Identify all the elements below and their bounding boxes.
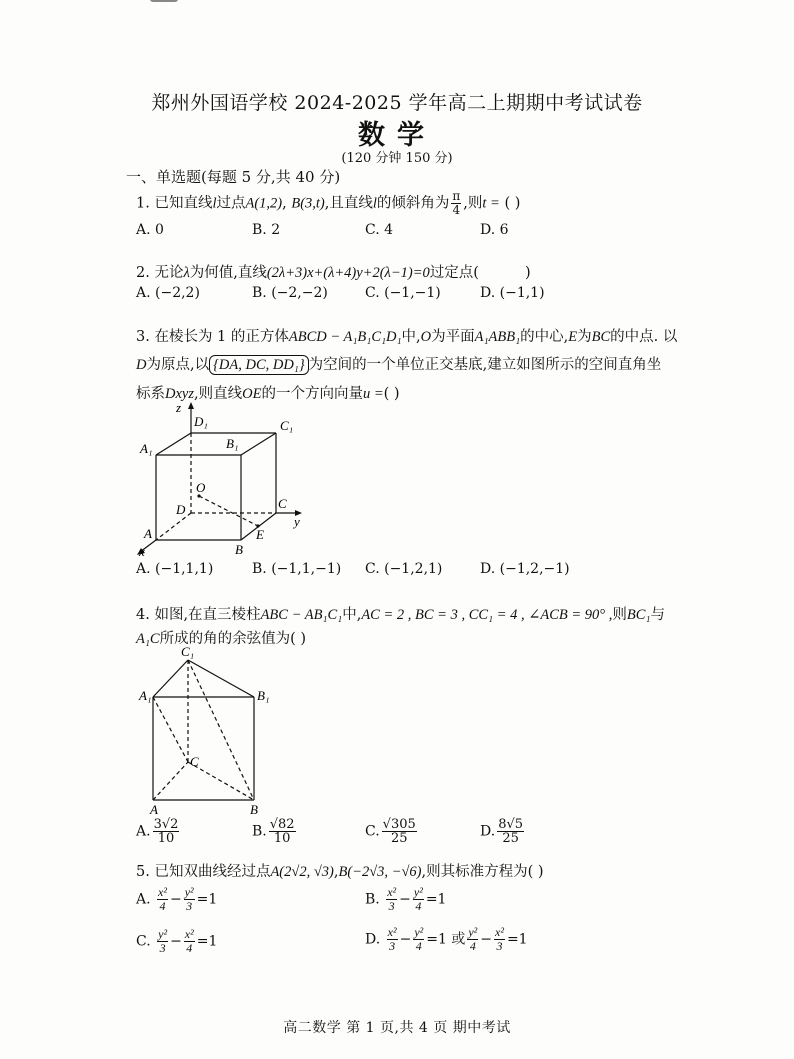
point-e: E bbox=[256, 527, 264, 542]
question-1: 1. 已知直线l过点A(1,2), B(3,t),且直线l的倾斜角为 $\frac{\pi}{4}$ ,则t = ( ) bbox=[136, 189, 521, 217]
vertex-b: B bbox=[250, 802, 258, 817]
axis-z-label: z bbox=[176, 400, 182, 415]
q1-option-a: A. 0 bbox=[136, 222, 164, 238]
exam-title: 郑州外国语学校 2024-2025 学年高二上期期中考试试卷 bbox=[151, 92, 643, 114]
vertex-d1: D₁ bbox=[194, 414, 208, 429]
question-2: 2. 无论λ为何值,直线(2λ+3)x+(λ+4)y+2(λ−1)=0过定点( ) bbox=[136, 265, 531, 281]
vertex-c1: C₁ bbox=[181, 644, 195, 659]
vertex-b: B bbox=[235, 542, 243, 557]
q2-option-d: D. (−1,1) bbox=[480, 285, 545, 301]
q4-option-d: D. $\frac{8√5}{25}$ bbox=[480, 817, 524, 846]
question-3-line-1: 3. 在棱长为 1 的正方体ABCD − A₁B₁C₁D₁中,O为平面A₁ABB₁的中心,E为BC的中点. 以 bbox=[136, 329, 678, 345]
q5-option-a: A. $\frac{\text{x²}}{4}$ − $\frac{\text{y²}}{3}$ =1 bbox=[136, 885, 218, 913]
q3-option-b: B. (−1,1,−1) bbox=[252, 561, 342, 577]
vertex-c: C bbox=[278, 496, 287, 511]
q4-option-b: B. $\frac{√82}{10}$ bbox=[252, 817, 295, 846]
q1-option-c: C. 4 bbox=[365, 222, 394, 238]
question-4-line-2: A₁C所成的角的余弦值为( ) bbox=[136, 631, 307, 647]
vertex-d: D bbox=[176, 502, 186, 517]
vertex-a1: A₁ bbox=[139, 688, 152, 703]
q5-option-c: C. $\frac{\text{y²}}{3}$ − $\frac{\text{x²}}{4}$ =1 bbox=[136, 927, 218, 955]
basis-vectors: {DA, DC, DD₁} bbox=[209, 355, 309, 375]
vertex-c: C bbox=[190, 754, 199, 769]
q4-option-a: A. $\frac{3√2}{10}$ bbox=[136, 817, 179, 846]
q3-option-d: D. (−1,2,−1) bbox=[480, 561, 570, 577]
cube-figure bbox=[126, 398, 316, 560]
q4-option-c: C. $\frac{√305}{25}$ bbox=[365, 817, 416, 846]
q2-option-a: A. (−2,2) bbox=[136, 285, 200, 301]
q3-option-c: C. (−1,2,1) bbox=[365, 561, 443, 577]
question-3-line-2: D为原点,以 {DA, DC, DD₁} 为空间的一个单位正交基底,建立如图所示的空间直角坐 bbox=[136, 357, 662, 373]
q1-option-b: B. 2 bbox=[252, 222, 281, 238]
page-footer: 高二数学 第 1 页,共 4 页 期中考试 bbox=[283, 1020, 511, 1036]
q3-option-a: A. (−1,1,1) bbox=[136, 561, 214, 577]
section-heading: 一、单选题(每题 5 分,共 40 分) bbox=[126, 168, 341, 186]
prism-figure bbox=[136, 642, 276, 817]
axis-x-label: x bbox=[139, 544, 145, 559]
fraction-pi-over-4: $\frac{\pi}{4}$ bbox=[452, 189, 461, 217]
vertex-a1: A₁ bbox=[140, 441, 153, 456]
question-5: 5. 已知双曲线经过点A(2√2, √3),B(−2√3, −√6),则其标准方程为( ) bbox=[136, 864, 544, 880]
question-4-line-1: 4. 如图,在直三棱柱ABC − AB₁C₁中,AC = 2 , BC = 3 , CC₁ = 4 , ∠ACB = 90° ,则BC₁与 bbox=[136, 607, 665, 623]
q2-option-b: B. (−2,−2) bbox=[252, 285, 328, 301]
question-3-line-3: 标系Dxyz,则直线OE的一个方向向量u =( ) bbox=[136, 386, 400, 402]
axis-y-label: y bbox=[294, 514, 300, 529]
subject-title: 数学 bbox=[358, 120, 436, 151]
vertex-c1: C₁ bbox=[280, 418, 294, 433]
exam-duration: (120 分钟 150 分) bbox=[341, 151, 453, 166]
vertex-a: A bbox=[144, 526, 152, 541]
q1-option-d: D. 6 bbox=[480, 222, 509, 238]
vertex-b1: B₁ bbox=[226, 436, 239, 451]
q5-option-b: B. $\frac{\text{x²}}{3}$ − $\frac{\text{y²}}{4}$ =1 bbox=[365, 885, 447, 913]
point-o: O bbox=[196, 480, 206, 495]
q5-option-d: D. $\frac{\text{x²}}{3}$ − $\frac{\text{y²}}{4}$ =1 或 $\frac{\text{y²}}{4}$ − $\frac{\text{x²}}{3}$ =1 bbox=[365, 925, 528, 953]
scan-mark bbox=[150, 0, 178, 2]
q2-option-c: C. (−1,−1) bbox=[365, 285, 441, 301]
vertex-b1: B₁ bbox=[257, 688, 270, 703]
vertex-a: A bbox=[150, 802, 158, 817]
